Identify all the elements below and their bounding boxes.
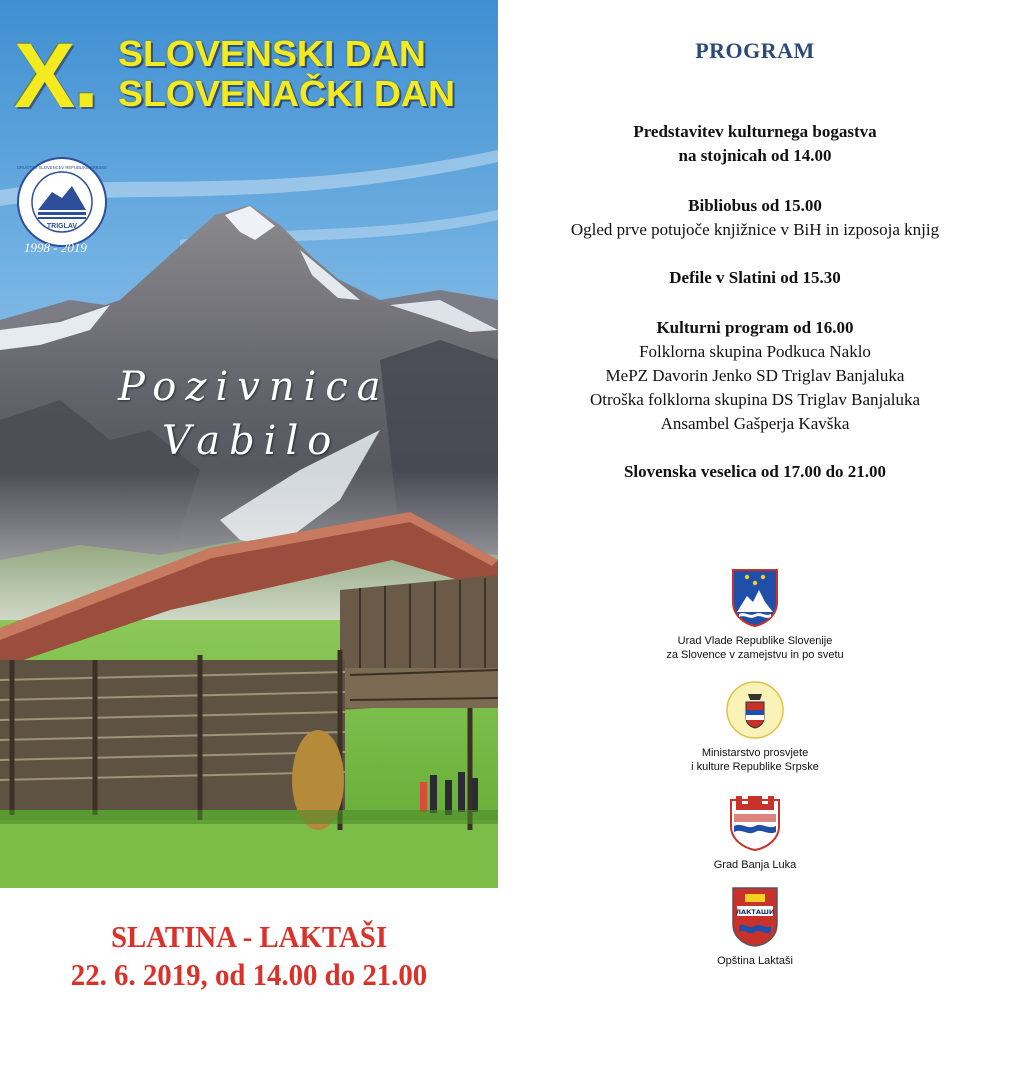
sponsor-name: za Slovence v zamejstvu in po svetu xyxy=(666,649,844,661)
program-block-stalls xyxy=(500,120,1010,168)
logo-name: TRIGLAV xyxy=(46,223,78,230)
program-line: Folklorna skupina Podkuca Naklo xyxy=(639,342,871,361)
invitation-script-line2: Vabilo xyxy=(162,418,341,464)
program-line: Ogled prve potujoče knjižnice v BiH in izposoja knjig xyxy=(570,220,940,239)
slovenia-coat-of-arms-icon xyxy=(731,568,779,628)
program-line: Otroška folklorna skupina DS Triglav Banjaluka xyxy=(589,390,921,409)
event-date-time: 22. 6. 2019, od 14.00 do 21.00 xyxy=(70,957,428,992)
program-panel xyxy=(500,0,1019,1080)
event-title-line2: SLOVENAČKI DAN xyxy=(118,73,455,114)
program-block-bibliobus xyxy=(500,194,1010,242)
event-title-line1: SLOVENSKI DAN xyxy=(118,33,426,74)
event-location: SLATINA - LAKTAŠI xyxy=(110,919,388,954)
program-block-parade xyxy=(500,266,1010,290)
program-line: na stojnicah od 14.00 xyxy=(678,146,832,165)
banja-luka-coat-of-arms-icon xyxy=(728,792,782,852)
program-block-culture xyxy=(500,316,1010,436)
program-line: Ansambel Gašperja Kavška xyxy=(660,414,850,433)
program-line: Slovenska veselica od 17.00 do 21.00 xyxy=(623,462,887,481)
sponsor-ministry xyxy=(500,680,1010,774)
sponsor-name: i kulture Republike Srpske xyxy=(691,761,819,773)
laktasi-coat-of-arms-icon xyxy=(731,886,779,948)
program-line: Predstavitev kulturnega bogastva xyxy=(633,122,877,141)
sponsor-name: Ministarstvo prosvjete xyxy=(701,747,809,759)
event-location-date xyxy=(0,918,498,994)
invitation-poster xyxy=(0,0,498,1018)
sponsor-name: Grad Banja Luka xyxy=(713,859,797,871)
sponsor-slovenia-office xyxy=(500,568,1010,662)
program-line: Defile v Slatini od 15.30 xyxy=(669,268,841,287)
sponsor-laktasi xyxy=(500,886,1010,968)
program-block-party xyxy=(500,460,1010,484)
event-title xyxy=(118,33,455,114)
laktasi-shield-text: ЛАКТАШИ xyxy=(735,908,775,916)
sponsor-name: Urad Vlade Republike Slovenije xyxy=(677,635,833,647)
program-line: MePZ Davorin Jenko SD Triglav Banjaluka xyxy=(605,366,905,385)
program-line: Kulturni program od 16.00 xyxy=(656,318,854,337)
edition-number: X. xyxy=(14,25,97,127)
program-line: Bibliobus od 15.00 xyxy=(688,196,822,215)
program-heading: PROGRAM xyxy=(695,38,815,63)
invitation-script-line1: Pozivnica xyxy=(118,364,390,410)
sponsor-banja-luka xyxy=(500,792,1010,872)
republika-srpska-emblem-icon xyxy=(724,680,786,740)
logo-ring-text: DRUŠTVO SLOVENCEV REPUBLIKE SRBSKE xyxy=(16,165,108,170)
triglav-society-logo-icon xyxy=(16,156,108,248)
sponsor-name: Opština Laktaši xyxy=(717,955,793,967)
logo-years: 1998 - 2019 xyxy=(24,240,87,255)
